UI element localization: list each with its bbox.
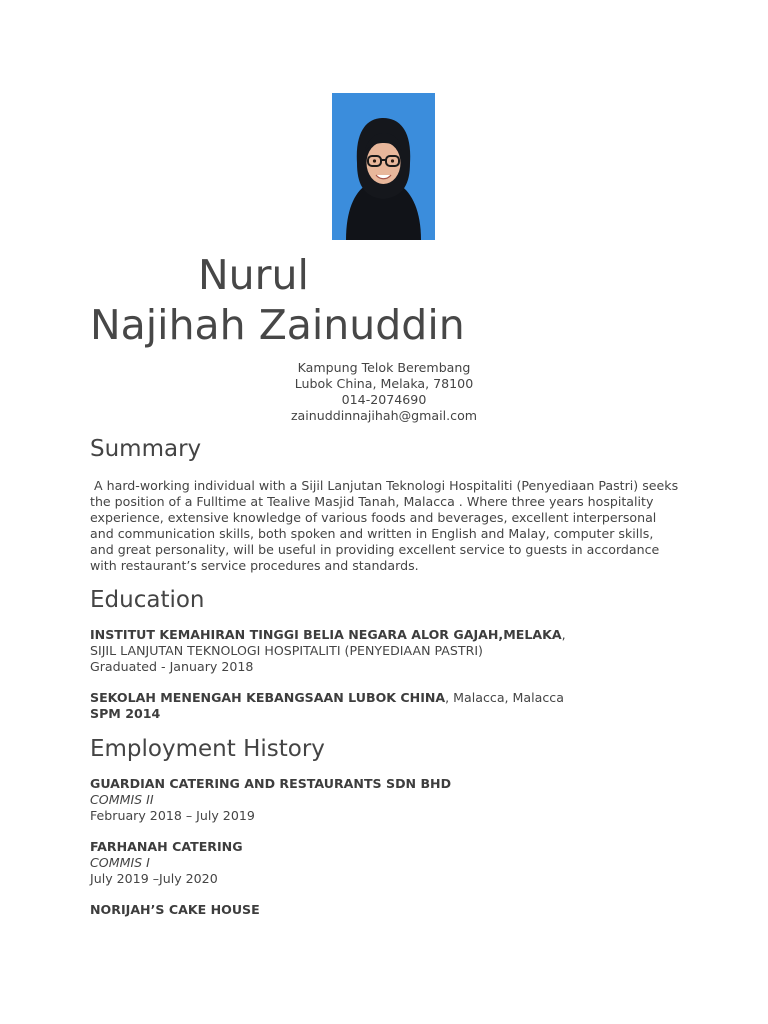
employment-heading: Employment History (90, 736, 325, 762)
education-institution-suffix: , (561, 627, 566, 642)
summary-text: A hard-working individual with a Sijil Lanjutan Teknologi Hospitaliti (Penyediaan Pastri) seeks the position of a Fulltime at Tealive Masjid Tanah, Malacca . Where three years hospitality experience, extensive knowledge of various foods and beverages, excellent interpersonal and communication skills, both spoken and written in English and Malay, computer skills, and great personality, will be useful in providing excellent service to guests in accordance with restaurant’s service procedures and standards. (90, 478, 683, 573)
employment-entry (90, 776, 690, 824)
education-qualification: SPM 2014 (90, 706, 161, 721)
employment-dates: February 2018 – July 2019 (90, 808, 255, 823)
address-line-2: Lubok China, Melaka, 78100 (294, 376, 474, 391)
education-entry (90, 627, 690, 675)
education-institution: INSTITUT KEMAHIRAN TINGGI BELIA NEGARA ALOR GAJAH,MELAKA (90, 627, 562, 642)
education-institution-line (90, 627, 690, 643)
education-institution-line (90, 690, 690, 706)
employment-entry (90, 902, 690, 918)
address-line-1: Kampung Telok Berembang (297, 360, 471, 375)
employment-role: COMMIS II (90, 792, 154, 807)
education-entry (90, 690, 690, 722)
education-institution: SEKOLAH MENENGAH KEBANGSAAN LUBOK CHINA (90, 690, 446, 705)
email-address[interactable]: zainuddinnajihah@gmail.com (290, 408, 478, 423)
education-date: Graduated - January 2018 (90, 659, 254, 674)
candidate-name (90, 250, 490, 350)
employment-dates: July 2019 –July 2020 (90, 871, 218, 886)
first-name: Nurul (198, 251, 309, 299)
profile-photo-illustration (332, 93, 435, 240)
employment-company: NORIJAH’S CAKE HOUSE (90, 902, 260, 917)
education-heading: Education (90, 587, 205, 613)
last-name: Najihah Zainuddin (90, 301, 465, 349)
employment-company: FARHANAH CATERING (90, 839, 243, 854)
education-location: , Malacca, Malacca (445, 690, 564, 705)
education-qualification: SIJIL LANJUTAN TEKNOLOGI HOSPITALITI (PENYEDIAAN PASTRI) (90, 643, 483, 658)
contact-info (234, 360, 534, 424)
employment-company: GUARDIAN CATERING AND RESTAURANTS SDN BHD (90, 776, 452, 791)
employment-entry (90, 839, 690, 887)
phone-number: 014-2074690 (341, 392, 427, 407)
employment-role: COMMIS I (90, 855, 150, 870)
profile-photo (332, 93, 435, 240)
summary-heading: Summary (90, 436, 202, 462)
